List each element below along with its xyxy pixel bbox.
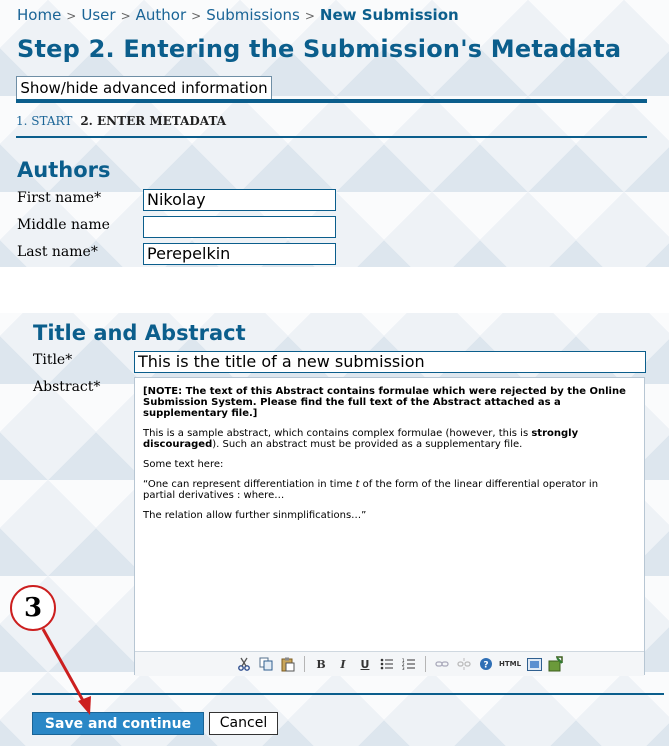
show-hide-advanced-button[interactable]: Show/hide advanced information (16, 76, 272, 100)
link-icon[interactable] (433, 655, 451, 673)
breadcrumb-current[interactable]: New Submission (319, 6, 459, 24)
divider (16, 99, 647, 103)
abstract-note: [NOTE: The text of this Abstract contains formulae which were rejected by the Online Submission System. Please find the full text of the Abstract attached as a supplementary file.] (143, 386, 626, 419)
abstract-label: Abstract* (33, 379, 101, 395)
copy-icon[interactable] (257, 655, 275, 673)
unlink-icon[interactable] (455, 655, 473, 673)
step-current: 2. ENTER METADATA (80, 114, 227, 128)
title-abstract-heading: Title and Abstract (33, 321, 246, 345)
toolbar-separator (304, 656, 305, 672)
underline-icon[interactable]: U (360, 657, 370, 671)
cut-icon[interactable] (235, 655, 253, 673)
abstract-paragraph: “One can represent differentiation in time t of the form of the linear differential operator in partial derivatives : where… (143, 479, 599, 501)
insert-image-icon[interactable] (547, 655, 565, 673)
last-name-label: Last name* (17, 244, 98, 260)
abstract-editor[interactable] (134, 377, 645, 675)
fullscreen-icon[interactable] (525, 655, 543, 673)
breadcrumb-separator: > (304, 9, 315, 23)
html-icon[interactable]: HTML (498, 660, 522, 668)
title-label: Title* (33, 352, 73, 368)
breadcrumb-separator: > (191, 9, 202, 23)
svg-text:?: ? (483, 660, 489, 671)
breadcrumb-home[interactable]: Home (17, 6, 62, 24)
breadcrumb-separator: > (66, 9, 77, 23)
breadcrumb-user[interactable]: User (81, 6, 116, 24)
middle-name-field[interactable] (143, 216, 336, 238)
breadcrumb-separator: > (120, 9, 131, 23)
help-icon[interactable] (477, 655, 495, 673)
paste-icon[interactable] (279, 655, 297, 673)
divider (16, 136, 647, 138)
save-and-continue-button[interactable]: Save and continue (32, 712, 204, 735)
first-name-label: First name* (17, 190, 102, 206)
abstract-paragraph: This is a sample abstract, which contains complex formulae (however, this is strongly discouraged). Such an abstract must be provided as a supplementary file. (143, 428, 579, 450)
numbered-list-icon[interactable] (400, 655, 418, 673)
step-callout-badge: 3 (10, 585, 56, 631)
middle-name-label: Middle name (17, 217, 110, 233)
abstract-text-area[interactable] (143, 386, 633, 530)
last-name-field[interactable]: Perepelkin (143, 243, 336, 265)
first-name-field[interactable]: Nikolay (143, 189, 336, 211)
breadcrumb-submissions[interactable]: Submissions (206, 6, 300, 24)
bold-icon[interactable]: B (316, 657, 326, 671)
divider (32, 693, 664, 695)
step-start-link[interactable]: 1. START (16, 114, 73, 128)
page-title: Step 2. Entering the Submission's Metadata (17, 35, 622, 63)
title-field[interactable]: This is the title of a new submission (134, 351, 646, 373)
toolbar-separator (425, 656, 426, 672)
breadcrumb (17, 6, 459, 24)
abstract-paragraph: The relation allow further sinmplifications…” (143, 510, 367, 521)
step-indicator (16, 114, 226, 128)
editor-toolbar (135, 651, 644, 676)
spacer-band (0, 267, 669, 313)
bullet-list-icon[interactable] (378, 655, 396, 673)
authors-heading: Authors (17, 158, 111, 182)
svg-text:1: 1 (402, 658, 405, 663)
breadcrumb-author[interactable]: Author (135, 6, 187, 24)
cancel-button[interactable]: Cancel (209, 712, 278, 735)
svg-text:2: 2 (402, 662, 405, 667)
svg-text:3: 3 (402, 666, 405, 670)
abstract-paragraph: Some text here: (143, 459, 224, 470)
italic-icon[interactable]: I (340, 657, 346, 671)
